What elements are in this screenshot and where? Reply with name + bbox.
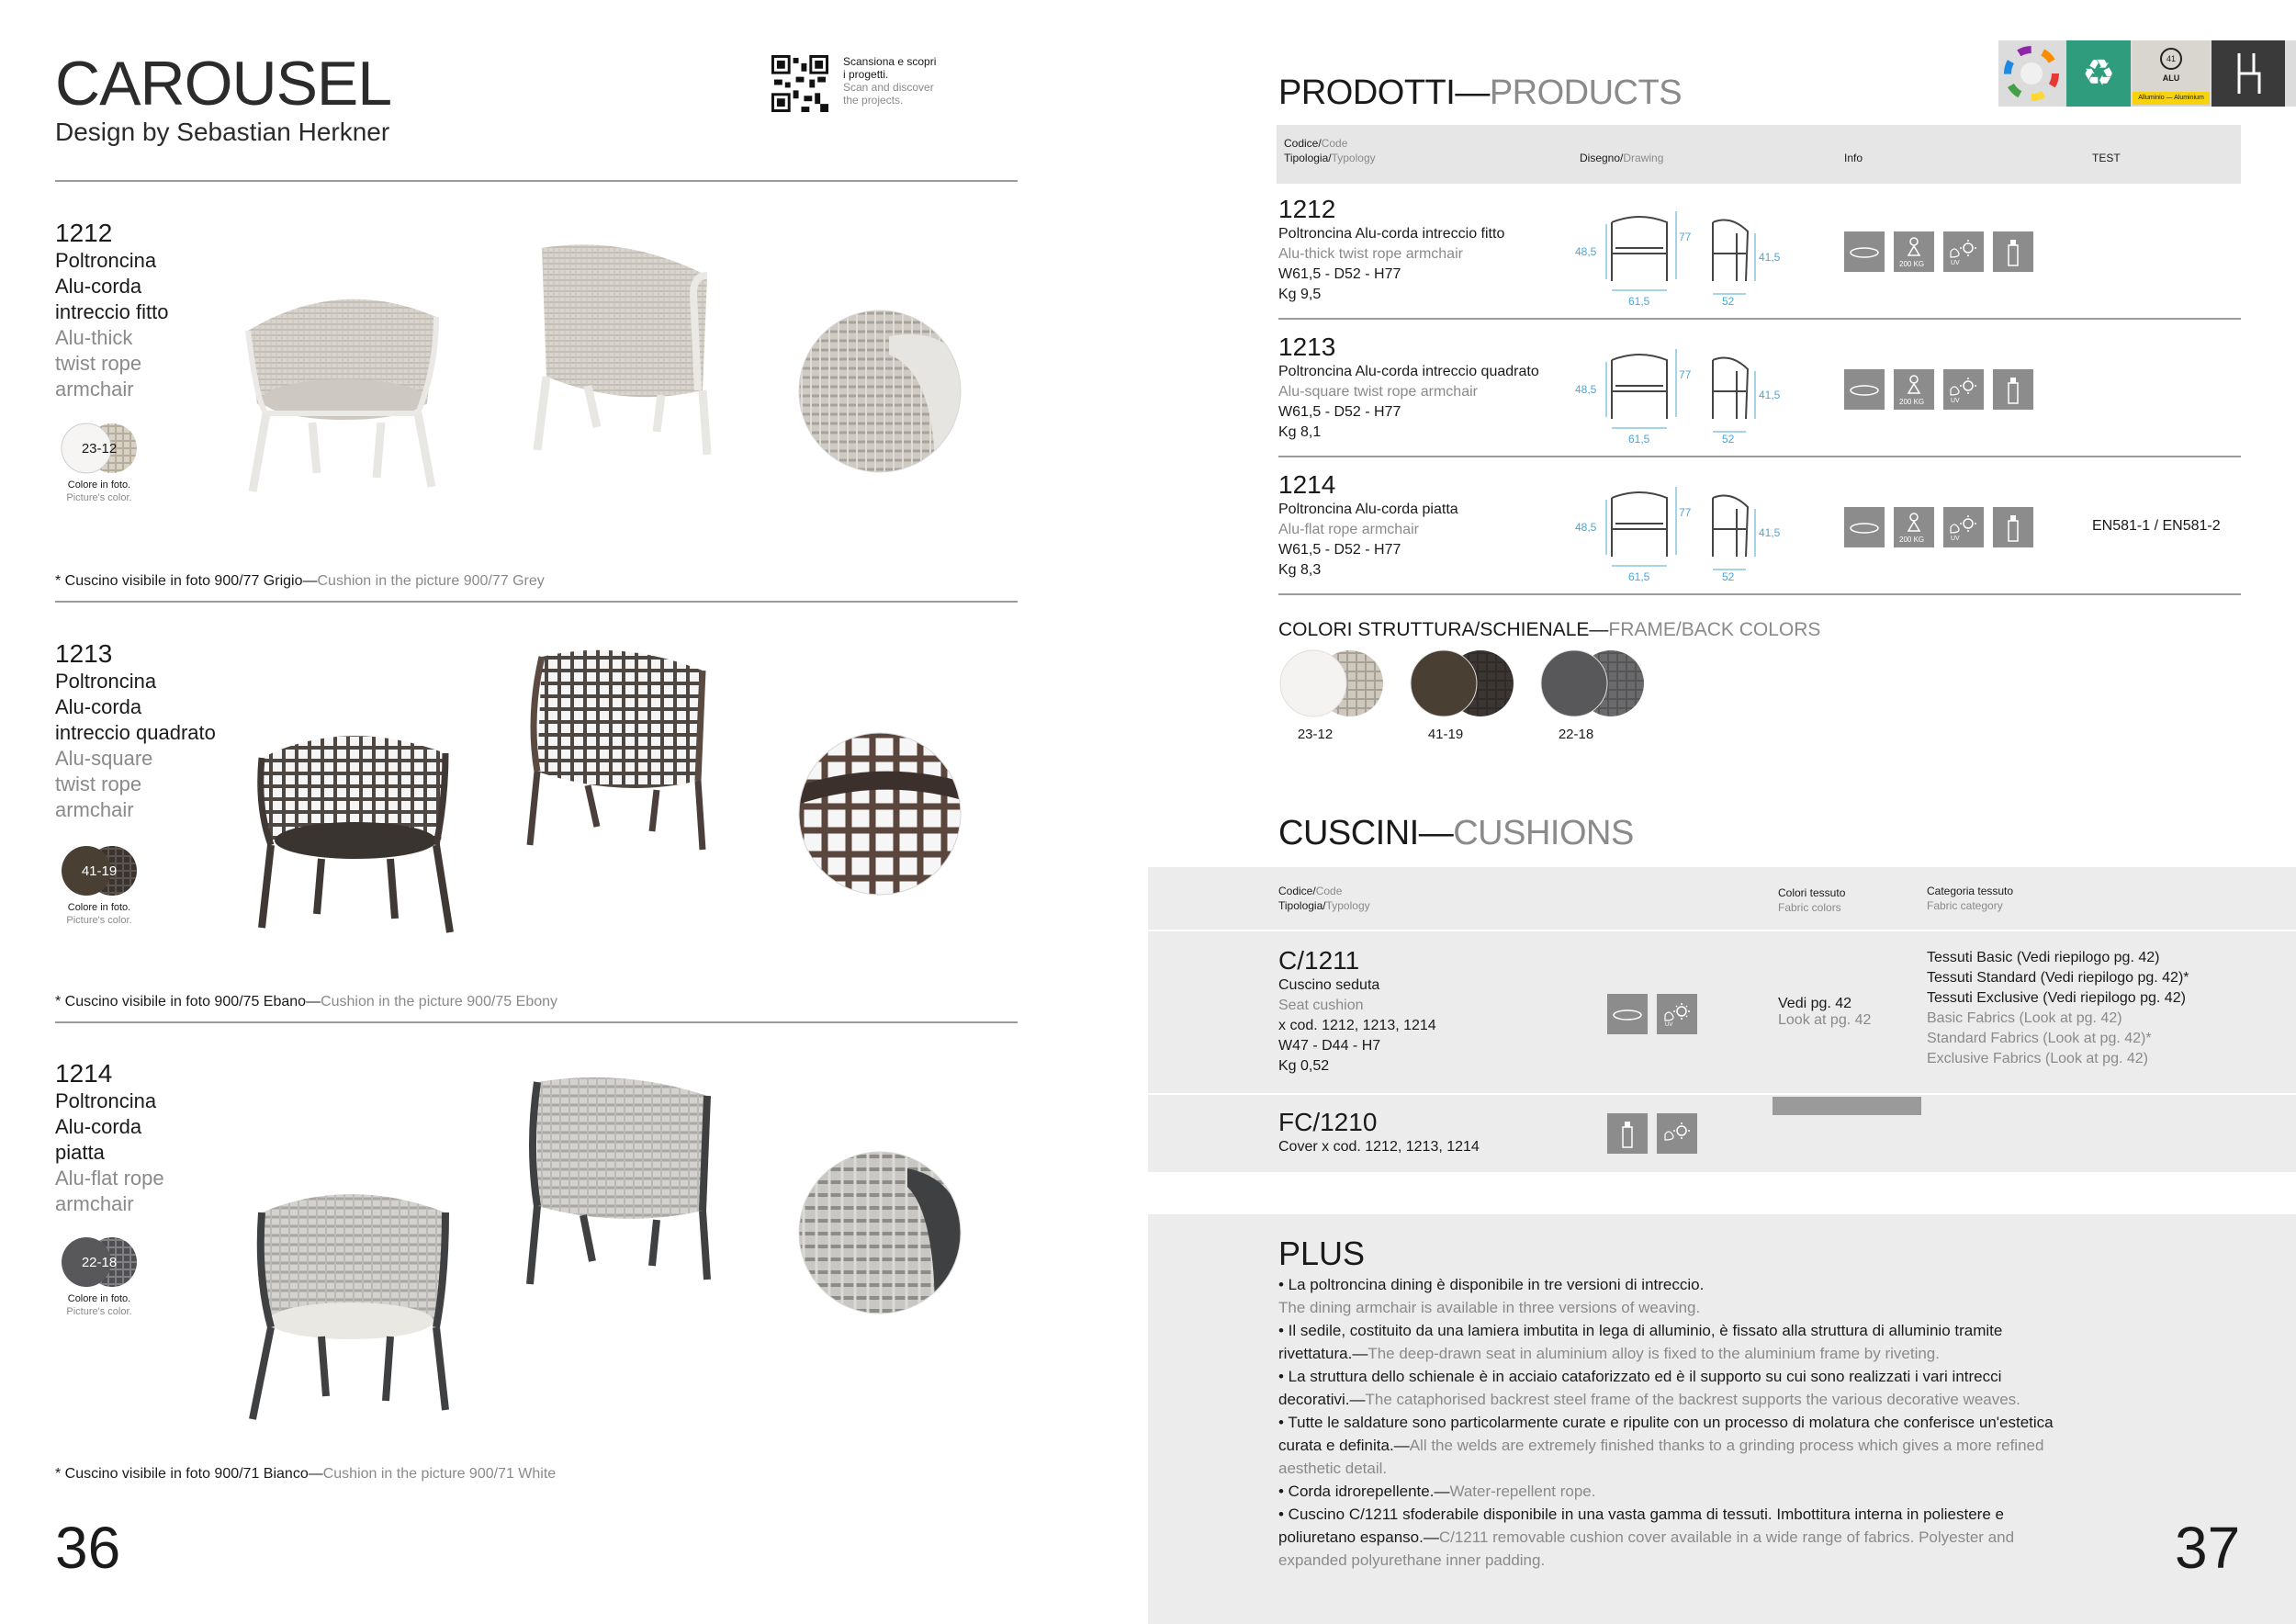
uv-resistant-icon bbox=[1943, 369, 1984, 410]
row-dimensions: W61,5 - D52 - H77 bbox=[1278, 266, 1401, 282]
row-test: EN581-1 / EN581-2 bbox=[2092, 518, 2221, 534]
svg-text:200 KG: 200 KG bbox=[1899, 398, 1925, 406]
product-block-1213 bbox=[55, 639, 239, 823]
svg-text:41,5: 41,5 bbox=[1759, 526, 1781, 539]
product-row-1214 bbox=[1278, 470, 1458, 581]
row-name-it: Poltroncina Alu-corda piatta bbox=[1278, 502, 1458, 517]
cushion-fabric-colors: Vedi pg. 42 Look at pg. 42 bbox=[1778, 996, 1872, 1028]
row-weight: Kg 8,3 bbox=[1278, 562, 1322, 578]
cushion-shape-icon bbox=[1607, 994, 1648, 1034]
cushion-note-1212: * Cuscino visibile in foto 900/77 Grigio—Cushion in the picture 900/77 Grey bbox=[55, 573, 545, 589]
color-code: 41-19 bbox=[1427, 727, 1464, 742]
divider bbox=[1148, 930, 2296, 931]
chair-1212-back-image bbox=[523, 239, 726, 459]
svg-text:UV: UV bbox=[1665, 1022, 1673, 1028]
divider bbox=[1278, 456, 2241, 457]
svg-text:77: 77 bbox=[1679, 231, 1692, 243]
products-section-title: PRODOTTI—PRODUCTS bbox=[1278, 73, 1683, 112]
spray-icon bbox=[1993, 231, 2033, 272]
spray-icon bbox=[1993, 369, 2033, 410]
product-name-en: Alu-flat rope armchair bbox=[55, 1167, 164, 1215]
recycle-icon: ♻ bbox=[2066, 40, 2131, 107]
cushion-note-1214: * Cuscino visibile in foto 900/71 Bianco—Cushion in the picture 900/71 White bbox=[55, 1466, 557, 1482]
color-wheel-icon bbox=[2004, 46, 2059, 101]
swatch-pair bbox=[1409, 648, 1519, 722]
product-code: 1212 bbox=[55, 219, 113, 247]
frame-color-22-18 bbox=[1539, 648, 1649, 742]
svg-text:52: 52 bbox=[1722, 570, 1735, 582]
seat-shape-icon bbox=[1844, 507, 1885, 547]
product-name-it: Poltroncina Alu-corda piatta bbox=[55, 1089, 157, 1164]
svg-text:48,5: 48,5 bbox=[1575, 383, 1597, 396]
color-swatch-1212: 23-12 Colore in foto. Picture's color. bbox=[53, 423, 145, 504]
plus-item: • Tutte le saldature sono particolarmente curate e ripulite con un processo di molatura che conferisce un'estetica bbox=[1278, 1414, 2054, 1431]
divider bbox=[55, 1021, 1018, 1023]
frame-color-41-19 bbox=[1409, 648, 1519, 742]
row-weight: Kg 9,5 bbox=[1278, 287, 1322, 302]
color-swatch-1214: 22-18 Colore in foto. Picture's color. bbox=[53, 1236, 145, 1318]
plus-item: • La poltroncina dining è disponibile in tre versioni di intreccio. bbox=[1278, 1276, 1705, 1293]
chair-1214-back-image bbox=[519, 1073, 726, 1293]
swatch-pair bbox=[1278, 648, 1389, 722]
header-drawing: Disegno/Drawing bbox=[1580, 152, 1664, 164]
product-code: 1214 bbox=[55, 1059, 113, 1088]
frame-colors-title: COLORI STRUTTURA/SCHIENALE—FRAME/BACK COLORS bbox=[1278, 619, 1821, 640]
cushion-fabric-category: Tessuti Basic (Vedi riepilogo pg. 42) Tessuti Standard (Vedi riepilogo pg. 42)* Tessuti Exclusive (Vedi riepilogo pg. 42) Basic Fabrics (Look at pg. 42) Standard Fabrics (Look at pg. 42)* Exclusive Fabrics (Look at pg. 42) bbox=[1927, 950, 2189, 1066]
qr-code[interactable] bbox=[771, 55, 828, 112]
swatch-pair bbox=[1539, 648, 1649, 722]
svg-text:61,5: 61,5 bbox=[1628, 570, 1650, 582]
color-swatch-1213: 41-19 Colore in foto. Picture's color. bbox=[53, 845, 145, 927]
svg-text:41,5: 41,5 bbox=[1759, 389, 1781, 401]
row-code: 1212 bbox=[1278, 195, 1336, 223]
cushion-row-fc1210: FC/1210 Cover x cod. 1212, 1213, 1214 bbox=[1278, 1108, 1480, 1155]
product-name-it: Poltroncina Alu-corda intreccio fitto bbox=[55, 249, 169, 323]
chair-1212-front-image bbox=[230, 266, 450, 496]
divider bbox=[1278, 593, 2241, 595]
product-row-1213 bbox=[1278, 333, 1539, 443]
page-number-right: 37 bbox=[2175, 1515, 2241, 1581]
spray-icon bbox=[1993, 507, 2033, 547]
product-name-it: Poltroncina Alu-corda intreccio quadrato bbox=[55, 670, 216, 744]
row-code: 1213 bbox=[1278, 333, 1336, 361]
chair-1214-front-image bbox=[239, 1176, 459, 1433]
header-info: Info bbox=[1844, 152, 1863, 164]
uv-resistant-icon bbox=[1943, 507, 1984, 547]
cushion-note-1213: * Cuscino visibile in foto 900/75 Ebano—Cushion in the picture 900/75 Ebony bbox=[55, 994, 558, 1009]
product-name-en: Alu-square twist rope armchair bbox=[55, 747, 153, 821]
plus-list: • La poltroncina dining è disponibile in tre versioni di intreccio. The dining armchair is available in three versions of weaving. • Il sedile, costituito da una lamiera imbutita in lega di alluminio, è fissato alla struttura di alluminio tramite rivettatura.—The deep-drawn seat in aluminium alloy is fixed to the aluminium frame by riveting. • La struttura dello schienale è in acciaio cataforizzato ed è il supporto su cui sono realizzati i vari intrecci decorativi.—The cataphorised backrest steel frame of the backrest supports the various decorative weaves. • Tutte le saldature sono particolarmente curate e ripulite con un processo di molatura che conferisce un'estetica curata e definita.—All the welds are extremely finished thanks to a grinding process which gives a more refined aesthetic detail. • Corda idrorepellente.—Water-repellent rope. • Cuscino C/1211 sfoderabile disponibile in una vasta gamma di tessuti. Imbottitura interna in poliestere e poliuretano espanso.—C/1211 removable cushion cover available in a wide range of fabrics. Polyester and expanded polyurethane inner padding. bbox=[1278, 1273, 2105, 1572]
load-capacity-icon bbox=[1894, 507, 1934, 547]
seat-shape-icon bbox=[1844, 369, 1885, 410]
svg-text:UV: UV bbox=[1951, 398, 1960, 404]
plus-title: PLUS bbox=[1278, 1235, 1366, 1272]
designer-subtitle: Design by Sebastian Herkner bbox=[55, 118, 390, 146]
svg-text:61,5: 61,5 bbox=[1628, 433, 1650, 445]
divider bbox=[1278, 318, 2241, 320]
cushions-section-title: CUSCINI—CUSHIONS bbox=[1278, 814, 1634, 852]
row-name-en: Alu-square twist rope armchair bbox=[1278, 384, 1478, 400]
product-row-1212 bbox=[1278, 195, 1504, 305]
qr-caption: Scansiona e scopri i progetti. Scan and discover the projects. bbox=[843, 55, 937, 107]
uv-resistant-icon bbox=[1657, 994, 1697, 1034]
fabric-colors-bar bbox=[1773, 1097, 1921, 1115]
chair-1213-back-image bbox=[519, 643, 721, 854]
seat-shape-icon bbox=[1844, 231, 1885, 272]
frame-color-23-12 bbox=[1278, 648, 1389, 742]
row-drawing bbox=[1575, 344, 1795, 445]
row-name-it: Poltroncina Alu-corda intreccio fitto bbox=[1278, 226, 1505, 242]
svg-text:48,5: 48,5 bbox=[1575, 521, 1597, 534]
svg-text:52: 52 bbox=[1722, 295, 1735, 307]
svg-text:77: 77 bbox=[1679, 506, 1692, 519]
load-capacity-icon bbox=[1894, 369, 1934, 410]
row-drawing bbox=[1575, 206, 1795, 307]
header-test: TEST bbox=[2092, 152, 2121, 164]
row-drawing bbox=[1575, 481, 1795, 582]
cushion-header-colors: Colori tessuto Fabric colors bbox=[1778, 886, 1846, 914]
color-code: 22-18 bbox=[1558, 727, 1594, 742]
uv-resistant-icon bbox=[1943, 231, 1984, 272]
row-name-en: Alu-flat rope armchair bbox=[1278, 522, 1419, 537]
svg-text:200 KG: 200 KG bbox=[1899, 260, 1925, 268]
weave-detail-1213 bbox=[797, 731, 962, 897]
catalog-title: CAROUSEL bbox=[55, 49, 392, 118]
svg-text:UV: UV bbox=[1951, 536, 1960, 542]
svg-text:200 KG: 200 KG bbox=[1899, 536, 1925, 544]
row-dimensions: W61,5 - D52 - H77 bbox=[1278, 542, 1401, 558]
svg-text:77: 77 bbox=[1679, 368, 1692, 381]
product-name-en: Alu-thick twist rope armchair bbox=[55, 326, 142, 400]
svg-text:48,5: 48,5 bbox=[1575, 245, 1597, 258]
row-weight: Kg 8,1 bbox=[1278, 424, 1322, 440]
cushion-header-category: Categoria tessuto Fabric category bbox=[1927, 885, 2014, 912]
weave-detail-1212 bbox=[797, 309, 962, 474]
outdoor-chair-icon bbox=[2212, 40, 2285, 107]
uv-resistant-icon bbox=[1657, 1113, 1697, 1154]
divider bbox=[55, 180, 1018, 182]
svg-text:61,5: 61,5 bbox=[1628, 295, 1650, 307]
product-code: 1213 bbox=[55, 639, 113, 668]
page-number-left: 36 bbox=[55, 1515, 121, 1581]
color-code: 23-12 bbox=[1297, 727, 1334, 742]
row-dimensions: W61,5 - D52 - H77 bbox=[1278, 404, 1401, 420]
cushion-header-code: Codice/Code Tipologia/Typology bbox=[1278, 885, 1370, 912]
svg-text:41,5: 41,5 bbox=[1759, 251, 1781, 264]
plus-item: • Il sedile, costituito da una lamiera imbutita in lega di alluminio, è fissato alla struttura di alluminio tramite bbox=[1278, 1322, 2003, 1339]
divider bbox=[1148, 1093, 2296, 1095]
chair-1213-front-image bbox=[243, 707, 459, 946]
header-code: Codice/Code Tipologia/Typology bbox=[1284, 137, 1376, 164]
product-block-1212 bbox=[55, 219, 239, 402]
weave-detail-1214 bbox=[797, 1150, 962, 1315]
plus-item: • Cuscino C/1211 sfoderabile disponibile in una vasta gamma di tessuti. Imbottitura interna in poliestere e bbox=[1278, 1506, 2004, 1523]
svg-text:52: 52 bbox=[1722, 433, 1735, 445]
alu-recycle-badge: 41 ALU Alluminio — Aluminium bbox=[2133, 40, 2210, 107]
divider bbox=[55, 601, 1018, 603]
row-name-en: Alu-thick twist rope armchair bbox=[1278, 246, 1463, 262]
product-block-1214 bbox=[55, 1059, 239, 1217]
spray-icon bbox=[1607, 1113, 1648, 1154]
row-name-it: Poltroncina Alu-corda intreccio quadrato bbox=[1278, 364, 1539, 379]
row-code: 1214 bbox=[1278, 470, 1336, 499]
cushion-row-c1211: C/1211 Cuscino seduta Seat cushion x cod. 1212, 1213, 1214 W47 - D44 - H7 Kg 0,52 bbox=[1278, 946, 1436, 1074]
plus-item: • Corda idrorepellente.—Water-repellent rope. bbox=[1278, 1483, 1596, 1500]
load-capacity-icon bbox=[1894, 231, 1934, 272]
plus-item: • La struttura dello schienale è in acciaio cataforizzato ed è il supporto su cui sono realizzati i vari intrecci bbox=[1278, 1368, 2002, 1385]
svg-text:UV: UV bbox=[1951, 260, 1960, 266]
